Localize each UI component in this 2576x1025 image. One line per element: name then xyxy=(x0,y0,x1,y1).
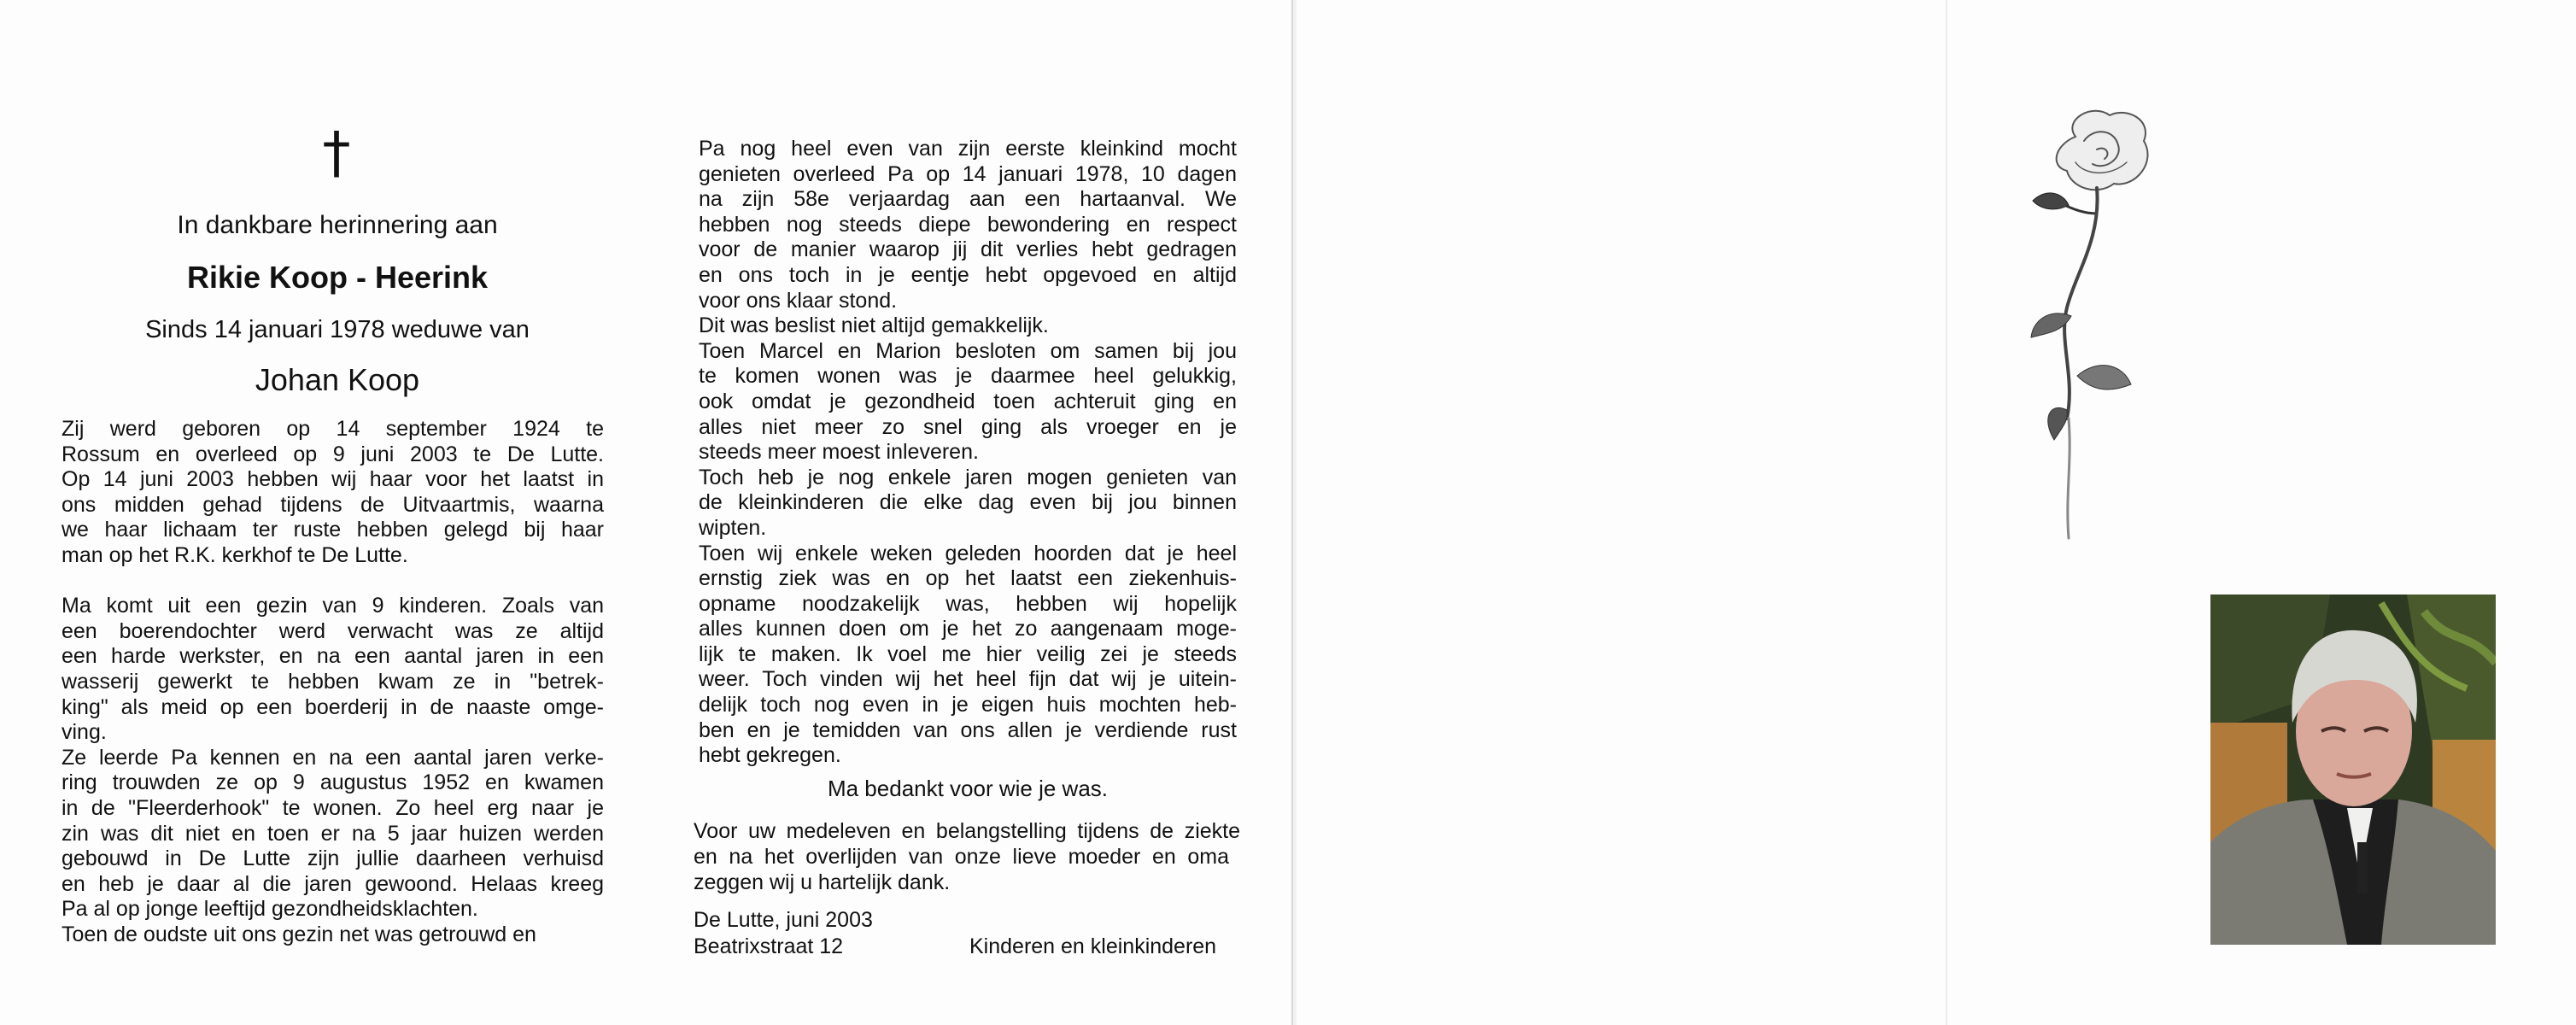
text-line: Ma komt uit een gezin van 9 kinderen. Zoals van xyxy=(61,594,604,618)
text-line: en ons toch in je eentje hebt opgevoed en altijd xyxy=(699,262,1237,287)
text-line: gebouwd in De Lutte zijn jullie daarheen verhuisd xyxy=(61,846,604,871)
text-line: genieten overleed Pa op 14 januari 1978, 10 dagen xyxy=(699,161,1237,186)
fold-line xyxy=(1946,0,1947,1025)
text-line: wasserij gewerkt te hebben kwam ze in "betrek- xyxy=(61,669,604,694)
biography-column-1 xyxy=(61,417,604,947)
text-line: ernstig ziek was en op het laatst een ziekenhuis- xyxy=(699,566,1237,591)
text-line: in de "Fleerderhook" te wonen. Zo heel erg naar je xyxy=(61,795,604,820)
text-line: Zij werd geboren op 14 september 1924 te xyxy=(61,417,604,441)
condolence-line: zeggen wij u hartelijk dank. xyxy=(694,870,951,894)
text-line: Dit was beslist niet altijd gemakkelijk. xyxy=(699,313,1049,338)
condolence-line: Voor uw medeleven en belangstelling tijdens de ziekte xyxy=(694,819,1240,843)
text-line: ben en je temidden van ons allen je verdiende rust xyxy=(699,718,1237,742)
intro-text: In dankbare herinnering aan xyxy=(177,211,498,239)
portrait-photo xyxy=(2210,594,2496,945)
text-line: alles niet meer zo snel ging als vroeger en je xyxy=(699,414,1237,439)
text-line: hebt gekregen. xyxy=(699,743,841,768)
husband-name: Johan Koop xyxy=(255,362,420,397)
text-line: ring trouwden ze op 9 augustus 1952 en kwamen xyxy=(61,770,604,795)
text-line: opname noodzakelijk was, hebben wij hopelijk xyxy=(699,591,1237,616)
text-line: en heb je daar al die jaren gewoond. Helaas kreeg xyxy=(61,871,604,896)
text-line: Op 14 juni 2003 hebben wij haar voor het laatst in xyxy=(61,467,604,492)
condolence-line: en na het overlijden van onze lieve moeder en oma xyxy=(694,845,1229,869)
address: Beatrixstraat 12 xyxy=(694,934,844,958)
deceased-name: Rikie Koop - Heerink xyxy=(186,260,489,295)
text-line: voor ons klaar stond. xyxy=(699,288,898,313)
text-line: steeds meer moest inleveren. xyxy=(699,440,979,465)
text-line: voor de manier waarop jij dit verlies hebt gedragen xyxy=(699,237,1237,262)
rose-icon xyxy=(2016,102,2169,547)
text-line: Toch heb je nog enkele jaren mogen genieten van xyxy=(699,465,1237,489)
text-line: ons midden gehad tijdens de Uitvaartmis, waarna xyxy=(61,492,604,517)
text-line: Ze leerde Pa kennen en na een aantal jaren verke- xyxy=(61,745,604,770)
text-line: king" als meid op een boerderij in de naaste omge- xyxy=(61,694,604,719)
text-line: man op het R.K. kerkhof te De Lutte. xyxy=(61,542,408,567)
text-line: na zijn 58e verjaardag aan een hartaanval. We xyxy=(699,187,1237,212)
place-date: De Lutte, juni 2003 xyxy=(694,908,873,932)
text-line: delijk toch nog even in je eigen huis mochten heb- xyxy=(699,693,1237,718)
text-line: alles kunnen doen om je het zo aangenaam moge- xyxy=(699,617,1237,641)
text-line: Pa al op jonge leeftijd gezondheidsklachten. xyxy=(61,897,478,922)
text-line: ving. xyxy=(61,720,107,745)
text-line: Pa nog heel even van zijn eerste kleinkind mocht xyxy=(699,137,1237,161)
text-line: Toen wij enkele weken geleden hoorden dat je heel xyxy=(699,541,1237,565)
text-line: een boerendochter werd verwacht was ze altijd xyxy=(61,618,604,643)
text-line: Toen de oudste uit ons gezin net was getrouwd en xyxy=(61,922,536,946)
text-line: zin was dit niet en toen er na 5 jaar huizen werden xyxy=(61,821,604,846)
text-line: te komen wonen was je daarmee heel gelukkig, xyxy=(699,364,1237,389)
text-line: de kleinkinderen die elke dag even bij jou binnen xyxy=(699,490,1237,515)
text-line: hebben nog steeds diepe bewondering en respect xyxy=(699,212,1237,237)
text-line: Toen Marcel en Marion besloten om samen bij jou xyxy=(699,338,1237,363)
text-line: ook omdat je gezondheid toen achteruit ging en xyxy=(699,389,1237,413)
text-line: wipten. xyxy=(699,515,767,540)
biography-column-2 xyxy=(699,137,1237,769)
text-line xyxy=(61,569,604,594)
text-line: we haar lichaam ter ruste hebben gelegd bij haar xyxy=(61,518,604,542)
thanks-line: Ma bedankt voor wie je was. xyxy=(827,776,1109,801)
text-line: lijk te maken. Ik voel me hier veilig zei je steeds xyxy=(699,641,1237,666)
cross-icon: † xyxy=(322,120,351,185)
text-line: Rossum en overleed op 9 juni 2003 te De Lutte. xyxy=(61,442,604,466)
text-line: een harde werkster, en na een aantal jaren in een xyxy=(61,644,604,669)
widow-since-text: Sinds 14 januari 1978 weduwe van xyxy=(145,316,530,343)
text-line: weer. Toch vinden wij het heel fijn dat wij je uitein- xyxy=(699,667,1237,692)
condolence-text xyxy=(694,818,1240,895)
signature: Kinderen en kleinkinderen xyxy=(969,934,1217,958)
